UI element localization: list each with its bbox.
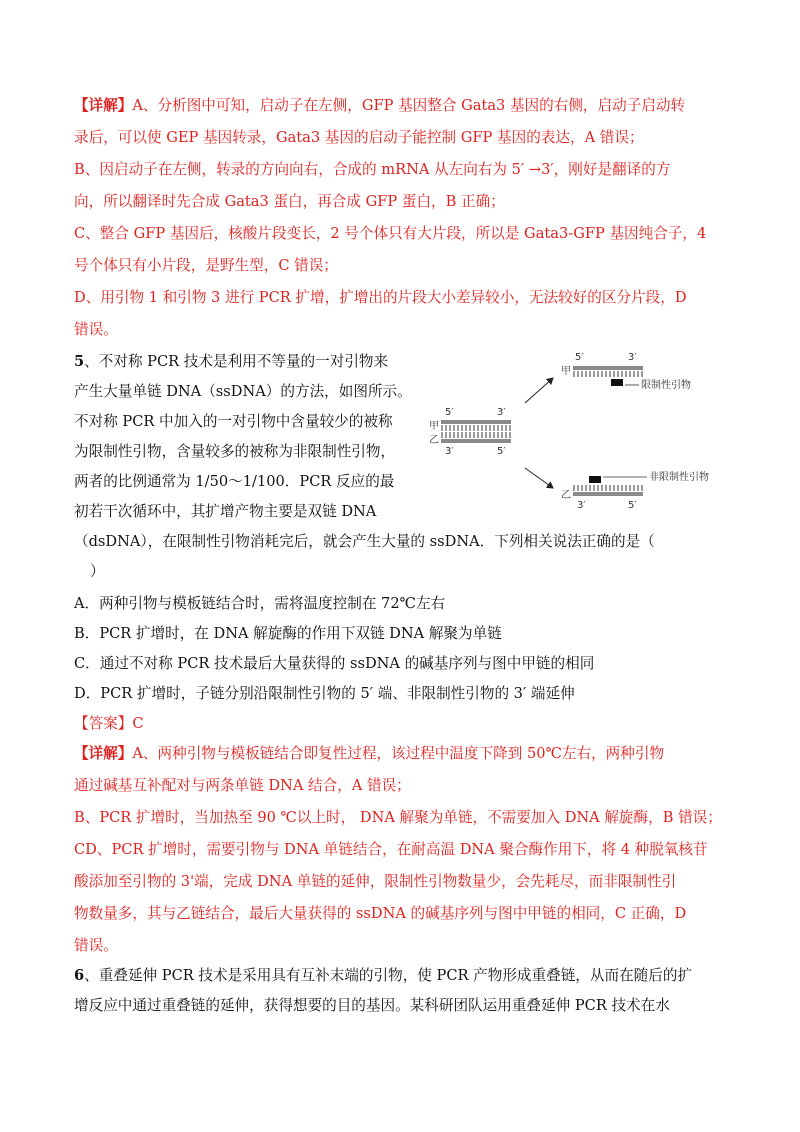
explanation-tag: 【详解】: [74, 745, 133, 762]
double-strand-template: [429, 407, 511, 457]
svg-text:3′: 3′: [628, 352, 637, 363]
question-5-line: ）: [90, 563, 105, 580]
label-3prime: 3′: [445, 446, 454, 457]
explanation-line: 号个体只有小片段，是野生型，C 错误；: [74, 257, 338, 274]
restricted-primer-label: 限制性引物: [641, 380, 691, 391]
option-d: D．PCR 扩增时，子链分别沿限制性引物的 5′ 端、非限制性引物的 3′ 端延伸: [74, 685, 575, 702]
label-jia: 甲: [429, 421, 439, 432]
explanation-line: CD、PCR 扩增时，需要引物与 DNA 单链结合，在耐高温 DNA 聚合酶作用下，将 4 种脱氧核苷: [74, 841, 708, 858]
label-yi: 乙: [429, 435, 439, 446]
explanation-line: B、PCR 扩增时，当加热至 90 ℃以上时， DNA 解聚为单链，不需要加入 DNA 解旋酶，B 错误；: [74, 809, 722, 826]
label-5prime: 5′: [445, 407, 454, 418]
explanation-line: 通过碱基互补配对与两条单链 DNA 结合，A 错误；: [74, 777, 411, 794]
strand-jia-with-restricted-primer: [561, 352, 691, 391]
question-5-line: 为限制性引物，含量较多的被称为非限制性引物，: [74, 443, 396, 460]
label-3prime: 3′: [497, 407, 506, 418]
question-5-line: （dsDNA），在限制性引物消耗完后，就会产生大量的 ssDNA．下列相关说法正确的是（: [74, 533, 655, 550]
question-5-line: 5、不对称 PCR 技术是利用不等量的一对引物来: [74, 353, 389, 370]
nonrestricted-primer: [589, 476, 601, 483]
question-5-line: 不对称 PCR 中加入的一对引物中含量较少的被称: [74, 413, 393, 430]
base-pairs: [441, 432, 511, 438]
question-number: 6: [74, 967, 85, 984]
explanation-line: 【详解】A、两种引物与模板链结合即复性过程，该过程中温度下降到 50℃左右，两种引物: [74, 745, 665, 762]
svg-text:甲: 甲: [561, 366, 571, 377]
question-number: 5: [74, 353, 85, 370]
base-pairs: [441, 425, 511, 431]
arrow-down: [525, 468, 553, 488]
explanation-line: 【详解】A、分析图中可知，启动子在左侧，GFP 基因整合 Gata3 基因的右侧，启动子启动转: [74, 97, 686, 114]
svg-text:5′: 5′: [628, 500, 637, 511]
question-5-line: 初若干次循环中，其扩增产物主要是双链 DNA: [74, 503, 377, 520]
explanation-line: 物数量多，其与乙链结合，最后大量获得的 ssDNA 的碱基序列与图中甲链的相同，C 正确，D: [74, 905, 687, 922]
explanation-line: 错误。: [74, 321, 118, 338]
explanation-line: 错误。: [74, 937, 118, 954]
arrow-up: [525, 378, 553, 403]
explanation-line: B、因启动子在左侧，转录的方向向右，合成的 mRNA 从左向右为 5′ →3′，刚好是翻译的方: [74, 161, 671, 178]
explanation-line: 向，所以翻译时先合成 Gata3 蛋白，再合成 GFP 蛋白，B 正确；: [74, 193, 505, 210]
svg-text:乙: 乙: [561, 490, 571, 501]
option-c: C．通过不对称 PCR 技术最后大量获得的 ssDNA 的碱基序列与图中甲链的相同: [74, 655, 595, 672]
explanation-line: C、整合 GFP 基因后，核酸片段变长，2 号个体只有大片段，所以是 Gata3-GFP 基因纯合子，4: [74, 225, 707, 242]
question-5-line: 两者的比例通常为 1/50～1/100．PCR 反应的最: [74, 473, 395, 490]
explanation-tag: 【详解】: [74, 97, 133, 114]
restricted-primer: [611, 379, 623, 386]
question-5-line: 产生大量单链 DNA（ssDNA）的方法，如图所示。: [74, 383, 412, 400]
strand-yi-with-nonrestricted-primer: [561, 470, 709, 511]
nonrestricted-primer-label: 非限制性引物: [649, 472, 709, 483]
svg-text:3′: 3′: [577, 500, 586, 511]
svg-text:5′: 5′: [575, 352, 584, 363]
question-6-line: 增反应中通过重叠链的延伸，获得想要的目的基因。某科研团队运用重叠延伸 PCR 技术在水: [74, 997, 670, 1014]
answer-line: 【答案】C: [74, 715, 144, 732]
strand-yi: [441, 439, 511, 443]
explanation-line: 录后，可以使 GEP 基因转录，Gata3 基因的启动子能控制 GFP 基因的表达，A 错误；: [74, 129, 644, 146]
question-6-line: 6、重叠延伸 PCR 技术是采用具有互补末端的引物，使 PCR 产物形成重叠链，从而在随后的扩: [74, 967, 693, 984]
strand-jia: [441, 420, 511, 424]
option-a: A．两种引物与模板链结合时，需将温度控制在 72℃左右: [74, 595, 446, 612]
asymmetric-pcr-figure: [425, 348, 755, 513]
option-b: B．PCR 扩增时，在 DNA 解旋酶的作用下双链 DNA 解聚为单链: [74, 625, 502, 642]
label-5prime: 5′: [497, 446, 506, 457]
explanation-line: 酸添加至引物的 3'端，完成 DNA 单链的延伸，限制性引物数量少，会先耗尽，而非限制性引: [74, 873, 677, 890]
explanation-line: D、用引物 1 和引物 3 进行 PCR 扩增，扩增出的片段大小差异较小，无法较好的区分片段，D: [74, 289, 687, 306]
